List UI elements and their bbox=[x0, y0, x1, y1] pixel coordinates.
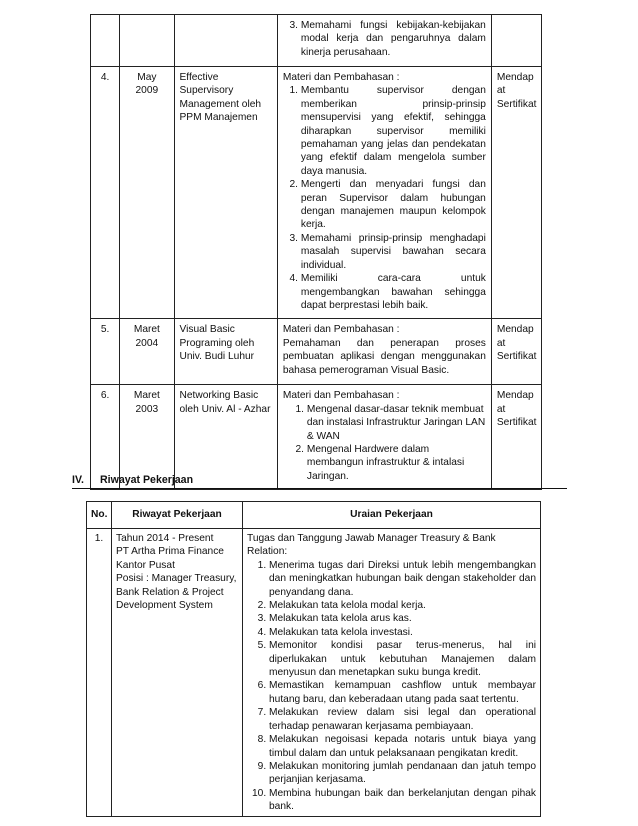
work-history-table bbox=[86, 501, 541, 817]
table-row bbox=[91, 319, 542, 385]
riwayat-line: PT Artha Prima Finance bbox=[116, 546, 224, 558]
training-name: Visual Basic Programing oleh Univ. Budi Luhur bbox=[174, 319, 277, 385]
list-item: 1. Mengenal dasar-dasar teknik membuat dan instalasi Infrastruktur Jaringan LAN & WAN bbox=[307, 403, 486, 443]
list-item: 2. Mengerti dan menyadari fungsi dan peran Supervisor dalam hubungan dengan manajemen maupun kelompok kerja. bbox=[301, 178, 486, 232]
row-number: 4. bbox=[91, 67, 120, 319]
materi-heading: Materi dan Pembahasan : bbox=[282, 324, 400, 336]
header-no: No. bbox=[87, 502, 112, 529]
list-item: 10. Membina hubungan baik dan berkelanjutan dengan pihak bank. bbox=[269, 787, 536, 814]
list-item: 3. Melakukan tata kelola arus kas. bbox=[269, 612, 536, 625]
list-item: 5. Memonitor kondisi pasar terus-menerus, hal ini diperlukakan untuk kebutuhan Manajemen dalam menyusun dan menetapkan suku bunga kredit. bbox=[269, 639, 536, 679]
uraian-cell bbox=[243, 529, 541, 817]
riwayat-line: Tahun 2014 - Present bbox=[116, 533, 214, 544]
header-uraian: Uraian Pekerjaan bbox=[243, 502, 541, 529]
section-title: Riwayat Pekerjaan bbox=[100, 474, 194, 486]
row-number: 1. bbox=[87, 529, 112, 817]
training-name: Networking Basic oleh Univ. Al - Azhar bbox=[174, 385, 277, 490]
row-number: 6. bbox=[91, 385, 120, 490]
list-item: 1. Membantu supervisor dengan memberikan prinsip-prinsip mensupervisi yang efektif, sehingga diharapkan supervisor memiliki pemahaman yang jelas dan pendekatan yang efektif dalam mengelola sumber daya manusia. bbox=[301, 84, 486, 178]
uraian-heading: Tugas dan Tanggung Jawab Manager Treasury & Bank Relation: bbox=[247, 533, 496, 558]
list-item: 9. Melakukan monitoring jumlah pendanaan dan jatuh tempo perjanjian kerjasama. bbox=[269, 760, 536, 787]
list-item: 7. Melakukan review dalam sisi legal dan operational terhadap penawaran kerjasama pembiayaan. bbox=[269, 706, 536, 733]
section-heading bbox=[72, 474, 193, 487]
materi-list bbox=[283, 84, 486, 312]
training-date: Maret 2004 bbox=[120, 319, 174, 385]
list-item: 8. Melakukan negoisasi kepada notaris untuk biaya yang timbul dalam dan untuk pelaksanaan pengikatan kredit. bbox=[269, 733, 536, 760]
section-number: IV. bbox=[72, 474, 84, 486]
uraian-list bbox=[247, 559, 536, 814]
keterangan: Mendap at Sertifikat bbox=[491, 319, 541, 385]
training-date: Maret 2003 bbox=[120, 385, 174, 490]
list-item: 4. Memiliki cara-cara untuk mengembangkan bawahan sehingga dapat berprestasi lebih baik. bbox=[301, 272, 486, 312]
riwayat-line: Development System bbox=[116, 600, 213, 612]
row-number: 5. bbox=[91, 319, 120, 385]
list-item: 3. Memahami prinsip-prinsip menghadapi masalah supervisi bawahan secara individual. bbox=[301, 232, 486, 272]
table-row bbox=[91, 67, 542, 319]
riwayat-line: Kantor Pusat bbox=[116, 559, 175, 571]
training-table bbox=[90, 14, 542, 490]
riwayat-cell bbox=[112, 529, 243, 817]
list-item: 4. Melakukan tata kelola investasi. bbox=[269, 626, 536, 639]
list-item: 1. Menerima tugas dari Direksi untuk lebih mengembangkan dan meningkatkan hubungan baik dengan stakeholder dan penyandang dana. bbox=[269, 559, 536, 599]
riwayat-line: Bank Relation & Project bbox=[116, 586, 224, 598]
list-item: 3. Memahami fungsi kebijakan-kebijakan modal kerja dan pengaruhnya dalam kinerja perusahaan. bbox=[301, 19, 486, 59]
list-item: 2. Mengenal Hardwere dalam membangun infrastruktur & intalasi Jaringan. bbox=[307, 443, 486, 483]
list-item: 2. Melakukan tata kelola modal kerja. bbox=[269, 599, 536, 612]
table-row bbox=[91, 15, 542, 67]
materi-heading: Materi dan Pembahasan : bbox=[282, 390, 400, 402]
list-item: 6. Memastikan kemampuan cashflow untuk membayar hutang baru, dan keberadaan utang pada saat tertentu. bbox=[269, 679, 536, 706]
header-riwayat: Riwayat Pekerjaan bbox=[112, 502, 243, 529]
table-header-row bbox=[87, 502, 541, 529]
materi-text: Pemahaman dan penerapan proses pembuatan aplikasi dengan menggunakan bahasa pemerograman Visual Basic. bbox=[282, 337, 486, 376]
keterangan: Mendap at Sertifikat bbox=[491, 385, 541, 490]
training-name: Effective Supervisory Management oleh PPM Manajemen bbox=[174, 67, 277, 319]
materi-list bbox=[283, 403, 486, 483]
keterangan: Mendap at Sertifikat bbox=[491, 67, 541, 319]
table-row bbox=[87, 529, 541, 817]
materi-list bbox=[283, 19, 486, 59]
riwayat-line: Posisi : Manager Treasury, bbox=[116, 573, 237, 585]
training-date: May 2009 bbox=[120, 67, 174, 319]
section-divider bbox=[72, 488, 567, 489]
materi-heading: Materi dan Pembahasan : bbox=[282, 72, 400, 83]
